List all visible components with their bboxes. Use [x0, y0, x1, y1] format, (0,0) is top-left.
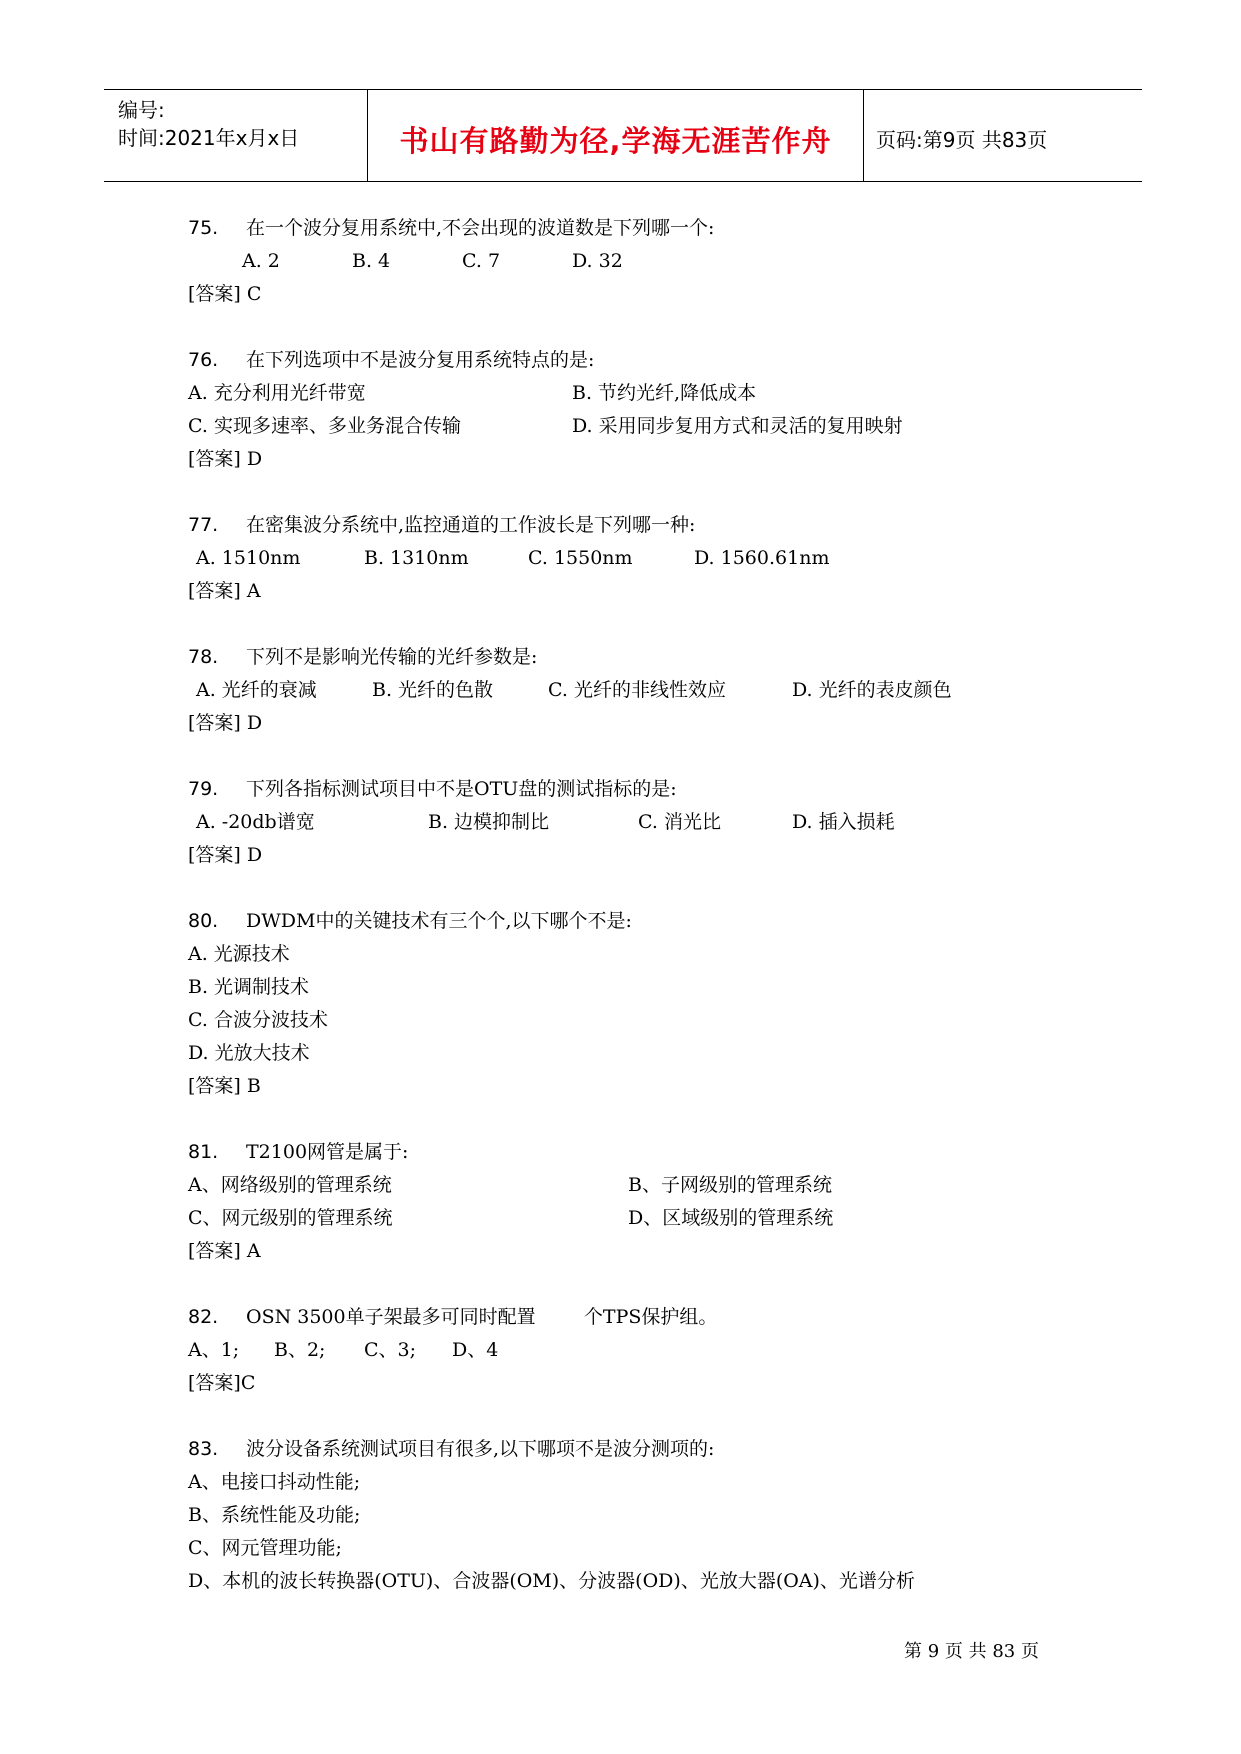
answer: [答案] D: [188, 448, 263, 470]
question-stem: [188, 344, 1088, 377]
question-number: 79.: [188, 778, 219, 800]
question-stem: [188, 773, 1088, 806]
answer: [答案] D: [188, 712, 263, 734]
option-a: A. 充分利用光纤带宽: [188, 382, 366, 404]
question-number: 80.: [188, 910, 219, 932]
option-b: B. 光纤的色散: [372, 679, 494, 701]
question-text: 在下列选项中不是波分复用系统特点的是:: [246, 349, 595, 371]
question-list: [188, 212, 1088, 1631]
question-stem: [188, 641, 1088, 674]
option-d: D. 32: [572, 250, 623, 272]
option-d: D. 1560.61nm: [694, 547, 830, 569]
option-c: C、3;: [364, 1339, 417, 1361]
option-d: D、区域级别的管理系统: [628, 1207, 834, 1229]
option-row: [188, 1169, 1088, 1202]
question-stem: [188, 905, 1088, 938]
answer: [答案] B: [188, 1075, 261, 1097]
option-row: [188, 542, 1088, 575]
option-a: A. 光源技术: [188, 943, 290, 965]
header-page-cell: [864, 90, 1142, 181]
answer: [答案]C: [188, 1372, 256, 1394]
option-row: [188, 1202, 1088, 1235]
option-row: [188, 1334, 1088, 1367]
option-c: C. 7: [462, 250, 501, 272]
option-c: C、网元级别的管理系统: [188, 1207, 393, 1229]
question-82: [188, 1301, 1088, 1400]
answer: [答案] C: [188, 283, 262, 305]
question-76: [188, 344, 1088, 476]
option-b: B. 节约光纤,降低成本: [572, 382, 757, 404]
option-row: [188, 806, 1088, 839]
question-80: [188, 905, 1088, 1103]
question-stem: [188, 1433, 1088, 1466]
slogan: 书山有路勤为径,学海无涯苦作舟: [399, 124, 832, 158]
option-d: D. 光纤的表皮颜色: [792, 679, 952, 701]
option-a: A、网络级别的管理系统: [188, 1174, 392, 1196]
option-b: B、系统性能及功能;: [188, 1504, 361, 1526]
option-d: D、4: [452, 1339, 499, 1361]
option-a: A. -20db谱宽: [196, 811, 315, 833]
question-83: [188, 1433, 1088, 1598]
page-header: [104, 89, 1142, 182]
question-stem: [188, 509, 1088, 542]
option-b: B. 光调制技术: [188, 976, 310, 998]
question-stem: [188, 212, 1088, 245]
option-d: D. 插入损耗: [792, 811, 895, 833]
question-79: [188, 773, 1088, 872]
question-number: 75.: [188, 217, 219, 239]
question-text: 波分设备系统测试项目有很多,以下哪项不是波分测项的:: [246, 1438, 715, 1460]
answer: [答案] A: [188, 580, 261, 602]
option-c: C. 1550nm: [528, 547, 633, 569]
question-number: 83.: [188, 1438, 219, 1460]
page-label: 页码:第9页 共83页: [876, 128, 1048, 152]
question-stem: [188, 1301, 1088, 1334]
option-d: D、本机的波长转换器(OTU)、合波器(OM)、分波器(OD)、光放大器(OA)、光谱分析: [188, 1570, 915, 1592]
question-number: 81.: [188, 1141, 219, 1163]
question-text: DWDM中的关键技术有三个个,以下哪个不是:: [246, 910, 632, 932]
option-a: A. 2: [242, 250, 280, 272]
question-stem: [188, 1136, 1088, 1169]
option-row: [188, 245, 1088, 278]
question-text: 在一个波分复用系统中,不会出现的波道数是下列哪一个:: [246, 217, 715, 239]
question-81: [188, 1136, 1088, 1268]
option-b: B. 4: [352, 250, 391, 272]
question-text: OSN 3500单子架最多可同时配置 个TPS保护组。: [246, 1306, 718, 1328]
option-a: A. 光纤的衰减: [196, 679, 317, 701]
question-number: 77.: [188, 514, 219, 536]
question-number: 76.: [188, 349, 219, 371]
option-c: C. 消光比: [638, 811, 721, 833]
option-row: [188, 674, 1088, 707]
time-label: 时间:2021年x月x日: [118, 126, 300, 150]
option-a: A、1;: [188, 1339, 240, 1361]
question-number: 78.: [188, 646, 219, 668]
answer: [答案] A: [188, 1240, 261, 1262]
option-c: C. 光纤的非线性效应: [548, 679, 726, 701]
question-text: T2100网管是属于:: [246, 1141, 409, 1163]
question-78: [188, 641, 1088, 740]
header-slogan-cell: [368, 90, 864, 181]
answer: [答案] D: [188, 844, 263, 866]
question-77: [188, 509, 1088, 608]
question-75: [188, 212, 1088, 311]
option-b: B、2;: [274, 1339, 326, 1361]
page-footer: 第 9 页 共 83 页: [904, 1641, 1039, 1662]
question-number: 82.: [188, 1306, 219, 1328]
option-b: B. 边模抑制比: [428, 811, 550, 833]
question-text: 下列各指标测试项目中不是OTU盘的测试指标的是:: [246, 778, 677, 800]
option-b: B. 1310nm: [364, 547, 469, 569]
option-c: C、网元管理功能;: [188, 1537, 342, 1559]
option-a: A. 1510nm: [196, 547, 301, 569]
question-text: 下列不是影响光传输的光纤参数是:: [246, 646, 538, 668]
question-text: 在密集波分系统中,监控通道的工作波长是下列哪一种:: [246, 514, 696, 536]
option-c: C. 实现多速率、多业务混合传输: [188, 415, 461, 437]
option-d: D. 采用同步复用方式和灵活的复用映射: [572, 415, 903, 437]
option-row: [188, 377, 1088, 410]
number-label: 编号:: [118, 98, 165, 122]
header-meta-cell: [104, 90, 368, 181]
option-b: B、子网级别的管理系统: [628, 1174, 832, 1196]
option-row: [188, 410, 1088, 443]
option-c: C. 合波分波技术: [188, 1009, 328, 1031]
option-a: A、电接口抖动性能;: [188, 1471, 361, 1493]
option-d: D. 光放大技术: [188, 1042, 310, 1064]
